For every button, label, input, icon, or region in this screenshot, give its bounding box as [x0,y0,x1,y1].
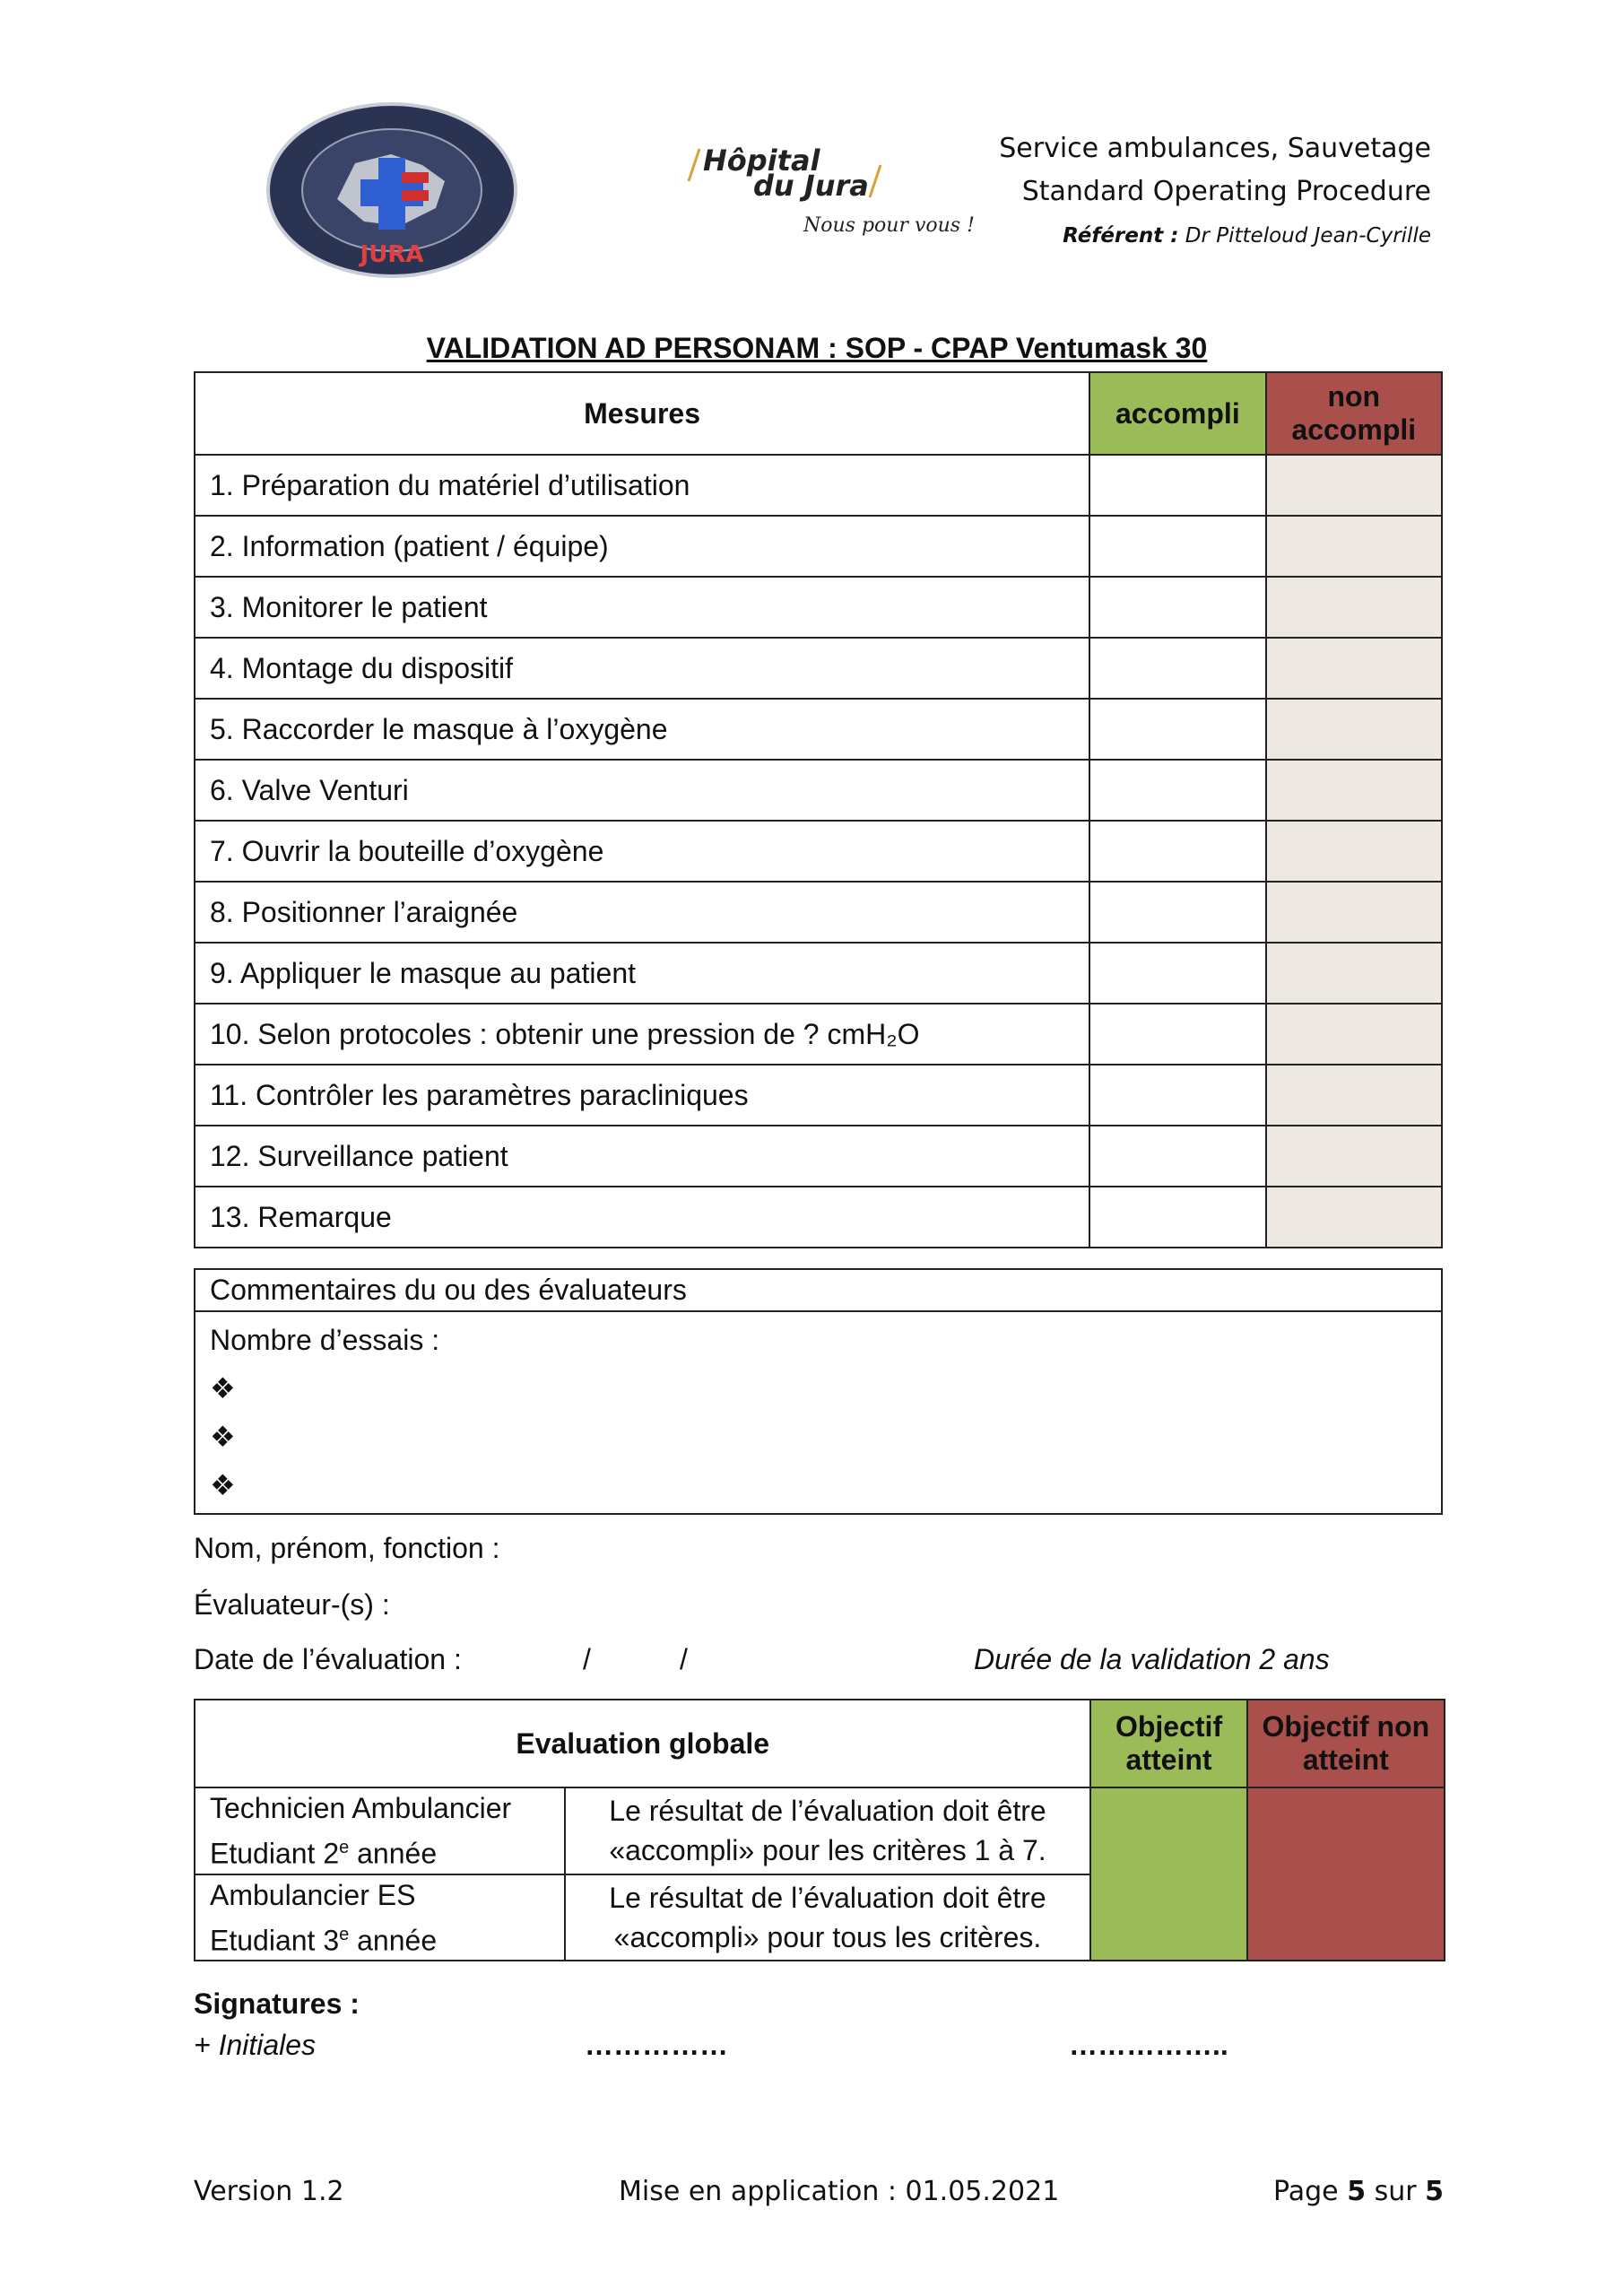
measure-label: 7. Ouvrir la bouteille d’oxygène [195,821,1089,882]
header-objectif-atteint: Objectif atteint [1090,1700,1246,1787]
measure-label: 8. Positionner l’araignée [195,882,1089,943]
global-role-1 [195,1787,565,1874]
signature-line-1[interactable]: …………… [585,2029,728,2061]
role-2-line2: Etudiant 3e année [210,1924,438,1957]
field-date: Date de l’évaluation : [194,1643,462,1675]
bullet-2: ❖ [210,1421,236,1453]
header-sop-line: Standard Operating Procedure [1021,176,1431,207]
measure-label: 11. Contrôler les paramètres paracliniques [195,1065,1089,1126]
measure-row [195,577,1442,638]
objectif-non-atteint-cell[interactable] [1247,1787,1445,1961]
accompli-checkbox-cell[interactable] [1089,760,1265,821]
comments-body [195,1311,1442,1514]
signatures-title: Signatures : [194,1987,360,2020]
non-accompli-checkbox-cell[interactable] [1266,1065,1442,1126]
logo-hopital-line2: du Jura [753,169,869,203]
measure-row [195,699,1442,760]
measure-row [195,1187,1442,1248]
global-row-1 [195,1787,1445,1874]
accompli-checkbox-cell[interactable] [1089,1065,1265,1126]
accompli-checkbox-cell[interactable] [1089,699,1265,760]
referent-name: Dr Pitteloud Jean-Cyrille [1185,224,1431,248]
logo-tagline: Nous pour vous ! [803,214,975,237]
measure-label: 1. Préparation du matériel d’utilisation [195,455,1089,516]
measure-label: 13. Remarque [195,1187,1089,1248]
role-1-line2: Etudiant 2e année [210,1837,438,1870]
non-accompli-checkbox-cell[interactable] [1266,699,1442,760]
measure-label: 9. Appliquer le masque au patient [195,943,1089,1004]
accompli-checkbox-cell[interactable] [1089,638,1265,699]
footer-page-number: Page 5 sur 5 [1273,2176,1444,2207]
measure-row [195,821,1442,882]
accompli-checkbox-cell[interactable] [1089,1126,1265,1187]
logo-bottom-text: JURA [360,241,424,268]
measure-row [195,1126,1442,1187]
accompli-checkbox-cell[interactable] [1089,821,1265,882]
measure-row [195,638,1442,699]
measure-label: 6. Valve Venturi [195,760,1089,821]
header-accompli: accompli [1089,372,1265,455]
field-evaluator: Évaluateur-(s) : [194,1588,390,1621]
accompli-checkbox-cell[interactable] [1089,516,1265,577]
header-non-accompli: non accompli [1266,372,1442,455]
non-accompli-checkbox-cell[interactable] [1266,1126,1442,1187]
non-accompli-checkbox-cell[interactable] [1266,638,1442,699]
non-accompli-checkbox-cell[interactable] [1266,882,1442,943]
role-1-line1: Technicien Ambulancier [210,1792,512,1824]
non-accompli-checkbox-cell[interactable] [1266,821,1442,882]
role-2-line1: Ambulancier ES [210,1878,416,1911]
measure-row [195,943,1442,1004]
bullet-1: ❖ [210,1372,236,1405]
global-role-2 [195,1874,565,1961]
comments-heading: Commentaires du ou des évaluateurs [195,1269,1442,1311]
measure-label: 12. Surveillance patient [195,1126,1089,1187]
signature-line-2[interactable]: …………….. [1069,2029,1228,2061]
referent-label: Référent : [1063,224,1179,248]
header-service-line: Service ambulances, Sauvetage [999,133,1431,164]
global-evaluation-table [194,1699,1445,1961]
logo-top-text: SERVICE SAUVETAGE [265,83,500,105]
field-name: Nom, prénom, fonction : [194,1532,500,1564]
signatures-initials: + Initiales [194,2029,317,2061]
measure-label: 4. Montage du dispositif [195,638,1089,699]
service-sauvetage-jura-logo [265,83,518,278]
date-slash-2: / [680,1643,688,1675]
measures-header-row [195,372,1442,455]
header-mesures: Mesures [195,372,1089,455]
measure-row [195,516,1442,577]
global-heading: Evaluation globale [195,1700,1090,1787]
non-accompli-checkbox-cell[interactable] [1266,577,1442,638]
non-accompli-checkbox-cell[interactable] [1266,760,1442,821]
accompli-checkbox-cell[interactable] [1089,577,1265,638]
global-criteria-1 [565,1787,1091,1874]
non-accompli-checkbox-cell[interactable] [1266,1187,1442,1248]
non-accompli-checkbox-cell[interactable] [1266,1004,1442,1065]
accompli-checkbox-cell[interactable] [1089,1004,1265,1065]
logo-hopital-line1: Hôpital [703,144,820,178]
hopital-du-jura-logo [683,135,975,242]
date-slash-1: / [583,1643,591,1675]
criteria-2-line1: Le résultat de l’évaluation doit être [609,1881,1046,1914]
global-criteria-2 [565,1874,1091,1961]
document-title: VALIDATION AD PERSONAM : SOP - CPAP Ventumask 30 [426,332,1208,364]
measure-row [195,1065,1442,1126]
measure-label: 3. Monitorer le patient [195,577,1089,638]
validation-duration: Durée de la validation 2 ans [974,1643,1330,1675]
footer-mise-en-application: Mise en application : 01.05.2021 [619,2176,1060,2207]
accompli-checkbox-cell[interactable] [1089,1187,1265,1248]
bullet-3: ❖ [210,1469,236,1501]
measure-row [195,1004,1442,1065]
essais-label: Nombre d’essais : [210,1324,440,1356]
accompli-checkbox-cell[interactable] [1089,455,1265,516]
non-accompli-checkbox-cell[interactable] [1266,943,1442,1004]
non-accompli-checkbox-cell[interactable] [1266,455,1442,516]
comments-box [194,1268,1443,1515]
accompli-checkbox-cell[interactable] [1089,882,1265,943]
footer-version: Version 1.2 [194,2176,344,2207]
header-referent [1063,224,1431,248]
measure-label: 5. Raccorder le masque à l’oxygène [195,699,1089,760]
measure-label: 10. Selon protocoles : obtenir une pression de ? cmH₂O [195,1004,1089,1065]
objectif-atteint-cell[interactable] [1090,1787,1246,1961]
measure-label: 2. Information (patient / équipe) [195,516,1089,577]
non-accompli-checkbox-cell[interactable] [1266,516,1442,577]
global-header-row [195,1700,1445,1787]
header-objectif-non-atteint: Objectif non atteint [1247,1700,1445,1787]
measures-table [194,371,1443,1248]
criteria-1-line1: Le résultat de l’évaluation doit être [609,1795,1046,1828]
accompli-checkbox-cell[interactable] [1089,943,1265,1004]
measure-row [195,455,1442,516]
criteria-1-line2: «accompli» pour les critères 1 à 7. [609,1834,1046,1867]
criteria-2-line2: «accompli» pour tous les critères. [613,1920,1042,1953]
measures-body [195,455,1442,1248]
measure-row [195,760,1442,821]
measure-row [195,882,1442,943]
